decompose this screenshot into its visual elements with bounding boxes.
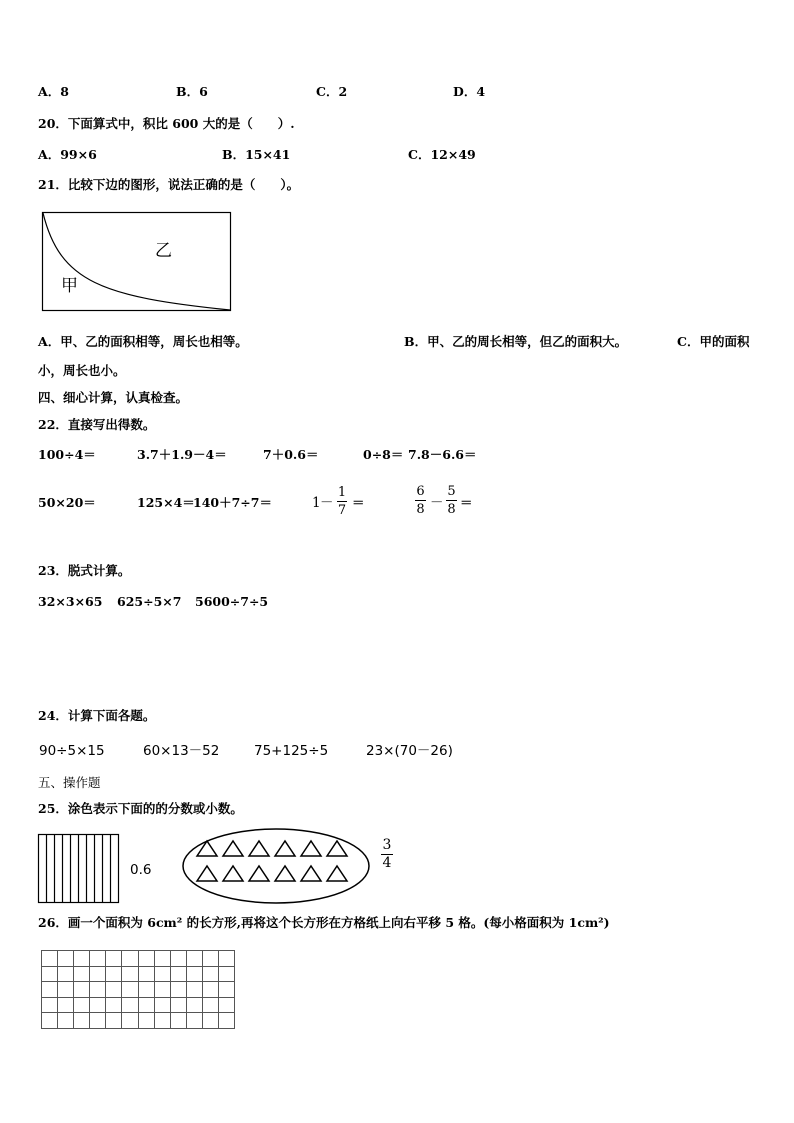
- grid-cell[interactable]: [122, 1013, 138, 1029]
- grid-cell[interactable]: [202, 1013, 218, 1029]
- q21-label-yi: 乙: [155, 241, 172, 261]
- q26-question: 26．画一个面积为 6cm² 的长方形,再将这个长方形在方格纸上向右平移 5 格。(每小格面积为 1cm²): [38, 915, 610, 930]
- q22-frac2-denominator-a: 8: [416, 502, 425, 517]
- q22-frac2-numerator-b: 5: [447, 484, 456, 499]
- grid-cell[interactable]: [219, 966, 235, 982]
- grid-cell[interactable]: [219, 951, 235, 967]
- q25-fraction-numerator: 3: [382, 837, 392, 853]
- q22-item: 140＋7÷7＝: [193, 495, 272, 510]
- q24-item: 23×(70－26): [366, 743, 453, 759]
- triangle: [275, 866, 295, 881]
- grid-cell[interactable]: [219, 982, 235, 998]
- q22-item: 7.8－6.6＝: [408, 447, 477, 462]
- q25-decimal: 0.6: [130, 862, 152, 878]
- triangle: [327, 841, 347, 856]
- section-5-heading: 五、操作题: [38, 775, 101, 790]
- q22-frac2-fraction-a: [415, 484, 426, 517]
- q26-grid-paper[interactable]: [41, 950, 235, 1029]
- q21-question: 21．比较下边的图形，说法正确的是（ ）。: [38, 177, 300, 192]
- grid-cell[interactable]: [42, 1013, 58, 1029]
- q21-figure: [42, 212, 232, 312]
- q23-item: 32×3×65: [38, 594, 103, 609]
- grid-cell[interactable]: [90, 951, 106, 967]
- section-4-heading: 四、细心计算，认真检查。: [38, 390, 189, 405]
- q22-frac1-fraction: [337, 485, 347, 518]
- grid-cell[interactable]: [106, 982, 122, 998]
- q25-striped-rectangle[interactable]: [38, 834, 120, 904]
- q22-frac2-numerator-a: 6: [416, 484, 425, 499]
- q22-item: 0÷8＝: [363, 447, 404, 462]
- q21-option-b: B．甲、乙的周长相等，但乙的面积大。: [404, 334, 628, 349]
- q21-option-c-continued: 小，周长也小。: [38, 363, 126, 378]
- grid-cell[interactable]: [219, 997, 235, 1013]
- grid-cell[interactable]: [138, 951, 154, 967]
- triangle: [249, 866, 269, 881]
- grid-cell[interactable]: [106, 966, 122, 982]
- grid-cell[interactable]: [106, 1013, 122, 1029]
- q22-question: 22．直接写出得数。: [38, 417, 156, 432]
- grid-cell[interactable]: [74, 997, 90, 1013]
- grid-cell[interactable]: [106, 997, 122, 1013]
- q24-question: 24．计算下面各题。: [38, 708, 156, 723]
- grid-cell[interactable]: [74, 966, 90, 982]
- grid-cell[interactable]: [106, 951, 122, 967]
- grid-cell[interactable]: [202, 966, 218, 982]
- q22-frac1-minus: －: [320, 495, 334, 511]
- grid-cell[interactable]: [186, 982, 202, 998]
- q25-question: 25．涂色表示下面的的分数或小数。: [38, 801, 243, 816]
- q25-triangle-oval[interactable]: [181, 827, 371, 905]
- q19-option-d: D．4: [453, 84, 486, 99]
- q22-frac1-denominator: 7: [337, 503, 347, 518]
- q20-option-c: C．12×49: [408, 147, 476, 162]
- grid-cell[interactable]: [58, 1013, 74, 1029]
- grid-row: [42, 951, 235, 967]
- q22-frac2-denominator-b: 8: [447, 502, 456, 517]
- q22-frac1-equals: ＝: [352, 495, 365, 510]
- grid-cell[interactable]: [138, 997, 154, 1013]
- grid-cell[interactable]: [58, 966, 74, 982]
- grid-cell[interactable]: [74, 951, 90, 967]
- q19-option-c: C．2: [316, 84, 348, 99]
- q24-item: 90÷5×15: [39, 743, 105, 759]
- q23-question: 23．脱式计算。: [38, 563, 131, 578]
- grid-cell[interactable]: [154, 1013, 170, 1029]
- q22-frac1-numerator: 1: [337, 485, 347, 500]
- triangle: [301, 841, 321, 856]
- grid-cell[interactable]: [170, 966, 186, 982]
- triangle: [223, 866, 243, 881]
- grid-cell[interactable]: [74, 982, 90, 998]
- q22-item: 125×4＝: [137, 495, 195, 510]
- grid-cell[interactable]: [138, 1013, 154, 1029]
- grid-cell[interactable]: [186, 1013, 202, 1029]
- triangle: [197, 866, 217, 881]
- triangle: [327, 866, 347, 881]
- grid-cell[interactable]: [154, 951, 170, 967]
- q22-item: 100÷4＝: [38, 447, 96, 462]
- grid-cell[interactable]: [186, 951, 202, 967]
- grid-cell[interactable]: [170, 951, 186, 967]
- grid-cell[interactable]: [42, 966, 58, 982]
- grid-cell[interactable]: [219, 1013, 235, 1029]
- grid-cell[interactable]: [42, 951, 58, 967]
- grid-cell[interactable]: [202, 951, 218, 967]
- q24-item: 75+125÷5: [254, 743, 329, 759]
- grid-cell[interactable]: [58, 997, 74, 1013]
- q20-option-a: A．99×6: [38, 147, 97, 162]
- q23-item: 5600÷7÷5: [195, 594, 269, 609]
- grid-cell[interactable]: [138, 982, 154, 998]
- q21-option-a: A．甲、乙的面积相等，周长也相等。: [38, 334, 248, 349]
- grid-cell[interactable]: [90, 1013, 106, 1029]
- q22-frac2-minus: －: [430, 495, 444, 511]
- grid-cell[interactable]: [122, 951, 138, 967]
- q22-frac1-whole: 1: [312, 495, 321, 511]
- q22-frac2-fraction-b: [446, 484, 457, 517]
- grid-cell[interactable]: [90, 997, 106, 1013]
- triangle: [301, 866, 321, 881]
- grid-cell[interactable]: [202, 982, 218, 998]
- grid-cell[interactable]: [202, 997, 218, 1013]
- grid-cell[interactable]: [138, 966, 154, 982]
- grid-cell[interactable]: [58, 982, 74, 998]
- q23-item: 625÷5×7: [117, 594, 182, 609]
- grid-cell[interactable]: [170, 982, 186, 998]
- grid-row: [42, 982, 235, 998]
- grid-cell[interactable]: [154, 997, 170, 1013]
- grid-cell[interactable]: [90, 966, 106, 982]
- grid-cell[interactable]: [186, 997, 202, 1013]
- grid-row: [42, 997, 235, 1013]
- q22-frac2-equals: ＝: [460, 495, 473, 510]
- q21-option-c: C．甲的面积: [677, 334, 750, 349]
- grid-cell[interactable]: [186, 966, 202, 982]
- grid-cell[interactable]: [154, 966, 170, 982]
- q22-item: 50×20＝: [38, 495, 96, 510]
- grid-row: [42, 1013, 235, 1029]
- q25-oval: [183, 829, 369, 903]
- triangle: [223, 841, 243, 856]
- q24-item: 60×13－52: [143, 743, 220, 759]
- grid-cell[interactable]: [122, 997, 138, 1013]
- grid-cell[interactable]: [74, 1013, 90, 1029]
- q22-item: 7＋0.6＝: [263, 447, 319, 462]
- q25-fraction: [381, 838, 393, 871]
- triangle: [275, 841, 295, 856]
- grid-cell[interactable]: [122, 982, 138, 998]
- q22-item: 3.7＋1.9－4＝: [137, 447, 227, 462]
- grid-cell[interactable]: [58, 951, 74, 967]
- grid-cell[interactable]: [170, 997, 186, 1013]
- q20-option-b: B．15×41: [222, 147, 291, 162]
- grid-cell[interactable]: [42, 997, 58, 1013]
- q19-option-a: A．8: [38, 84, 69, 99]
- triangle: [197, 841, 217, 856]
- grid-cell[interactable]: [122, 966, 138, 982]
- q21-label-jia: 甲: [61, 276, 78, 296]
- q25-fraction-denominator: 4: [382, 855, 392, 871]
- grid-cell[interactable]: [170, 1013, 186, 1029]
- triangle: [249, 841, 269, 856]
- grid-row: [42, 966, 235, 982]
- q20-question: 20．下面算式中，积比 600 大的是（ ）.: [38, 116, 295, 131]
- grid-cell[interactable]: [90, 982, 106, 998]
- grid-cell[interactable]: [154, 982, 170, 998]
- q19-option-b: B．6: [176, 84, 208, 99]
- grid-cell[interactable]: [42, 982, 58, 998]
